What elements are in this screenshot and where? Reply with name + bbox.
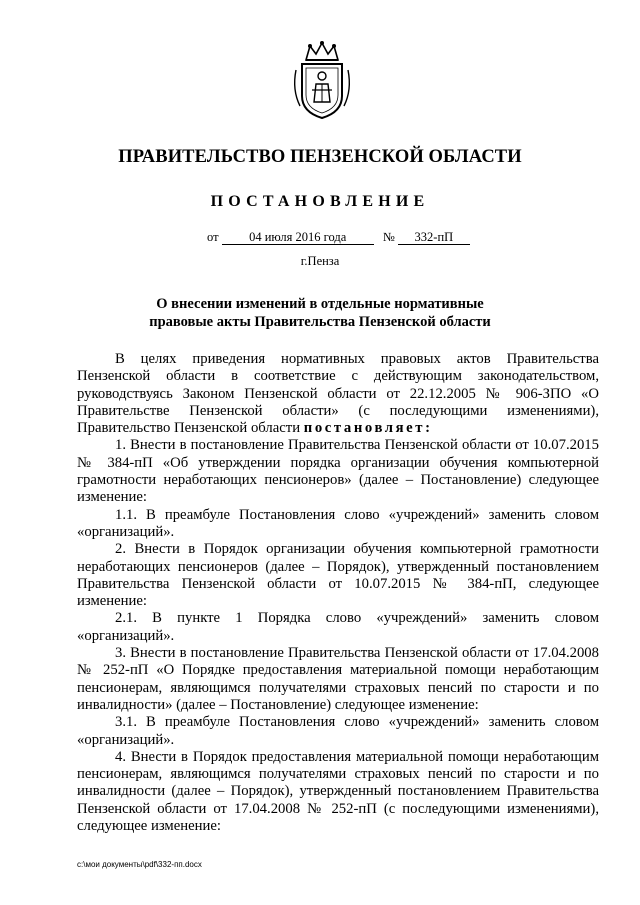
penza-coat-of-arms-icon — [290, 40, 354, 122]
document-body — [77, 351, 599, 835]
paragraph-3-1: 3.1. В преамбуле Постановления слово «учреждений» заменить словом «организаций». — [77, 714, 599, 748]
dateline — [207, 230, 470, 245]
subject-line-1: О внесении изменений в отдельные нормативные — [156, 296, 484, 312]
document-type: ПОСТАНОВЛЕНИЕ — [210, 193, 430, 210]
paragraph-4: 4. Внести в Порядок предоставления материальной помощи неработающим пенсионерам, являющимся получателями страховых пенсий по старости и по инвалидности (далее – Порядок), утвержденный постановлением Правительства Пензенской области от 17.04.2008 № 252-пП (с последующими изменениями), следующее изменение: — [77, 748, 599, 835]
number-prefix: № — [382, 230, 395, 244]
intro-paragraph — [77, 351, 599, 437]
document-number: 332-пП — [398, 230, 470, 245]
subject-line-2: правовые акты Правительства Пензенской области — [149, 314, 491, 330]
government-title: ПРАВИТЕЛЬСТВО ПЕНЗЕНСКОЙ ОБЛАСТИ — [118, 147, 522, 167]
document-subject — [0, 295, 640, 331]
paragraph-1: 1. Внести в постановление Правительства Пензенской области от 10.07.2015 № 384-пП «Об утверждении порядка организации обучения компьютерной грамотности неработающих пенсионеров» (далее – Постановление) следующее изменение: — [77, 437, 599, 506]
date-prefix: от — [207, 230, 219, 244]
paragraph-2: 2. Внести в Порядок организации обучения компьютерной грамотности неработающих пенсионеров (далее – Порядок), утвержденный постановлением Правительства Пензенской области от 10.07.2015 № 384-пП, следующее изменение: — [77, 541, 599, 610]
file-path-footer: c:\мои документы\pdf\332-пп.docx — [77, 860, 202, 869]
city: г.Пенза — [300, 254, 340, 268]
paragraph-2-1: 2.1. В пункте 1 Порядка слово «учреждений» заменить словом «организаций». — [77, 610, 599, 644]
paragraph-3: 3. Внести в постановление Правительства Пензенской области от 17.04.2008 № 252-пП «О Порядке предоставления материальной помощи неработающим пенсионерам, являющимся получателями страховых пенсий по старости и по инвалидности» (далее – Постановление) следующее изменение: — [77, 645, 599, 713]
decree-word: постановляет: — [303, 420, 433, 437]
intro-text: В целях приведения нормативных правовых актов Правительства Пензенской области в соответствие с действующим законодательством, руководствуясь Законом Пензенской области от 22.12.2005 № 906-ЗПО «О Правительстве Пензенской области» (с последующими изменениями), Правительство Пензенской области — [77, 351, 599, 437]
document-date: 04 июля 2016 года — [222, 230, 374, 245]
paragraph-1-1: 1.1. В преамбуле Постановления слово «учреждений» заменить словом «организаций». — [77, 506, 599, 540]
